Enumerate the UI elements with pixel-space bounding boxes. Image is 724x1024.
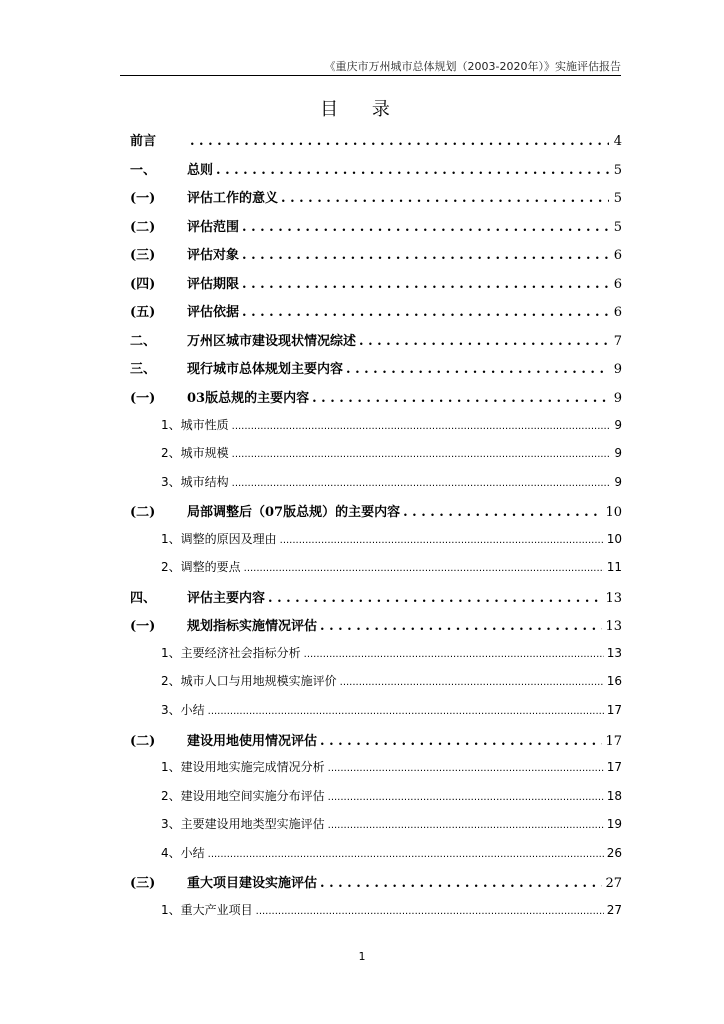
toc-leader-dots — [242, 248, 609, 263]
toc-entry-number: 前言 — [130, 134, 157, 149]
toc-entry[interactable] — [130, 730, 622, 750]
toc-entry-number: (一) — [130, 191, 156, 206]
toc-entry-page: 4 — [613, 134, 622, 149]
toc-entry-label: 3、城市结构 — [161, 475, 229, 489]
toc-leader-dots — [216, 163, 609, 178]
toc-entry-number: (五) — [130, 305, 156, 320]
toc-entry-label: 2、城市规模 — [161, 446, 229, 460]
toc-entry-page: 16 — [606, 674, 622, 688]
toc-entry-page: 19 — [606, 817, 622, 831]
toc-entry-page: 5 — [613, 163, 622, 178]
toc-entry-label: 评估主要内容 — [187, 591, 266, 606]
toc-leader-dots — [281, 191, 609, 206]
toc-entry-page: 9 — [614, 446, 622, 460]
toc-leader-dots — [242, 277, 609, 292]
toc-entry-number: (一) — [130, 619, 156, 634]
toc-entry[interactable] — [130, 130, 622, 150]
toc-entry-number: (四) — [130, 277, 156, 292]
toc-entry[interactable] — [130, 901, 622, 921]
toc-leader-dots — [320, 734, 602, 749]
toc-entry-number: (二) — [130, 734, 156, 749]
toc-entry-page: 17 — [606, 703, 622, 717]
toc-entry[interactable] — [130, 558, 622, 578]
toc-entry-label: 1、重大产业项目 — [161, 903, 253, 917]
toc-entry[interactable] — [130, 273, 622, 293]
toc-entry-number: 四、 — [130, 591, 157, 606]
toc-entry-number: (三) — [130, 876, 156, 891]
toc-leader-dots — [232, 446, 609, 460]
toc-entry-label: 3、主要建设用地类型实施评估 — [161, 817, 325, 831]
toc-entry-page: 27 — [606, 903, 622, 917]
toc-entry-page: 27 — [605, 876, 622, 891]
toc-entry-page: 9 — [613, 362, 622, 377]
toc-entry[interactable] — [130, 416, 622, 436]
toc-leader-dots — [208, 846, 604, 860]
toc-entry-page: 10 — [606, 532, 622, 546]
toc-entry-page: 6 — [613, 305, 622, 320]
toc-entry-label: 规划指标实施情况评估 — [187, 619, 318, 634]
page-title: 目 录 — [320, 99, 404, 120]
toc-entry[interactable] — [130, 216, 622, 236]
toc-entry[interactable] — [130, 844, 622, 864]
toc-entry-page: 9 — [614, 418, 622, 432]
toc-entry-label: 评估依据 — [187, 305, 240, 320]
toc-leader-dots — [190, 134, 609, 149]
toc-entry[interactable] — [130, 501, 622, 521]
toc-entry-label: 1、调整的原因及理由 — [161, 532, 277, 546]
toc-entry-page: 9 — [613, 391, 622, 406]
toc-leader-dots — [242, 305, 609, 320]
toc-entry[interactable] — [130, 644, 622, 664]
toc-leader-dots — [340, 674, 604, 688]
toc-entry-page: 13 — [605, 619, 622, 634]
toc-entry-page: 17 — [605, 734, 622, 749]
toc-entry-label: 评估工作的意义 — [187, 191, 279, 206]
toc-entry-number: (三) — [130, 248, 156, 263]
toc-entry-page: 13 — [606, 646, 622, 660]
page-number: 1 — [358, 950, 366, 963]
toc-entry[interactable] — [130, 187, 622, 207]
toc-entry-page: 18 — [606, 789, 622, 803]
toc-leader-dots — [268, 591, 602, 606]
toc-leader-dots — [328, 760, 604, 774]
toc-entry-page: 7 — [613, 334, 622, 349]
toc-leader-dots — [346, 362, 609, 377]
toc-entry[interactable] — [130, 473, 622, 493]
toc-entry-page: 11 — [606, 560, 622, 574]
toc-leader-dots — [232, 475, 609, 489]
toc-entry-number: 二、 — [130, 334, 157, 349]
toc-entry-number: (一) — [130, 391, 156, 406]
toc-entry-label: 3、小结 — [161, 703, 205, 717]
toc-entry[interactable] — [130, 330, 622, 350]
toc-entry-page: 5 — [613, 220, 622, 235]
toc-leader-dots — [280, 532, 604, 546]
toc-entry-label: 建设用地使用情况评估 — [187, 734, 318, 749]
toc-entry-label: 2、调整的要点 — [161, 560, 241, 574]
toc-entry-label: 2、建设用地空间实施分布评估 — [161, 789, 325, 803]
toc-entry-number: 一、 — [130, 163, 157, 178]
toc-leader-dots — [328, 817, 604, 831]
toc-leader-dots — [242, 220, 609, 235]
toc-leader-dots — [232, 418, 609, 432]
toc-entry-number: 三、 — [130, 362, 157, 377]
toc-entry-label: 2、城市人口与用地规模实施评价 — [161, 674, 337, 688]
toc-leader-dots — [359, 334, 609, 349]
toc-entry[interactable] — [130, 701, 622, 721]
toc-entry[interactable] — [130, 159, 622, 179]
toc-entry-label: 1、城市性质 — [161, 418, 229, 432]
toc-entry[interactable] — [130, 387, 622, 407]
toc-entry-label: 1、主要经济社会指标分析 — [161, 646, 301, 660]
toc-entry-label: 重大项目建设实施评估 — [187, 876, 318, 891]
toc-leader-dots — [328, 789, 604, 803]
toc-leader-dots — [403, 505, 602, 520]
toc-entry-number: (二) — [130, 505, 156, 520]
toc-entry-page: 5 — [613, 191, 622, 206]
toc-leader-dots — [304, 646, 604, 660]
toc-entry-label: 03版总规的主要内容 — [187, 391, 310, 406]
toc-leader-dots — [244, 560, 604, 574]
toc-entry[interactable] — [130, 301, 622, 321]
toc-entry-label: 1、建设用地实施完成情况分析 — [161, 760, 325, 774]
toc-leader-dots — [312, 391, 609, 406]
toc-entry[interactable] — [130, 815, 622, 835]
toc-entry[interactable] — [130, 672, 622, 692]
toc-entry[interactable] — [130, 615, 622, 635]
toc-entry[interactable] — [130, 872, 622, 892]
toc-leader-dots — [256, 903, 604, 917]
toc-entry-label: 局部调整后（07版总规）的主要内容 — [187, 505, 401, 520]
toc-entry-page: 26 — [606, 846, 622, 860]
toc-entry-page: 10 — [605, 505, 622, 520]
toc-entry[interactable] — [130, 444, 622, 464]
toc-entry-page: 6 — [613, 277, 622, 292]
toc-entry-page: 13 — [605, 591, 622, 606]
toc-leader-dots — [320, 876, 602, 891]
toc-entry[interactable] — [130, 530, 622, 550]
toc-entry-label: 评估期限 — [187, 277, 240, 292]
toc-entry-label: 4、小结 — [161, 846, 205, 860]
toc-entry-number: (二) — [130, 220, 156, 235]
toc-entry-label: 总则 — [187, 163, 214, 178]
toc-entry-page: 9 — [614, 475, 622, 489]
header-rule — [120, 75, 621, 76]
toc-entry[interactable] — [130, 787, 622, 807]
toc-entry-label: 评估对象 — [187, 248, 240, 263]
toc-entry-label: 万州区城市建设现状情况综述 — [187, 334, 357, 349]
toc-entry-page: 17 — [606, 760, 622, 774]
running-header: 《重庆市万州城市总体规划（2003-2020年）》实施评估报告 — [324, 60, 621, 73]
toc-entry[interactable] — [130, 587, 622, 607]
toc-entry-label: 评估范围 — [187, 220, 240, 235]
toc-leader-dots — [208, 703, 604, 717]
toc-entry[interactable] — [130, 244, 622, 264]
toc-leader-dots — [320, 619, 602, 634]
toc-entry-page: 6 — [613, 248, 622, 263]
toc-entry-label: 现行城市总体规划主要内容 — [187, 362, 344, 377]
toc-entry[interactable] — [130, 758, 622, 778]
toc-entry[interactable] — [130, 358, 622, 378]
